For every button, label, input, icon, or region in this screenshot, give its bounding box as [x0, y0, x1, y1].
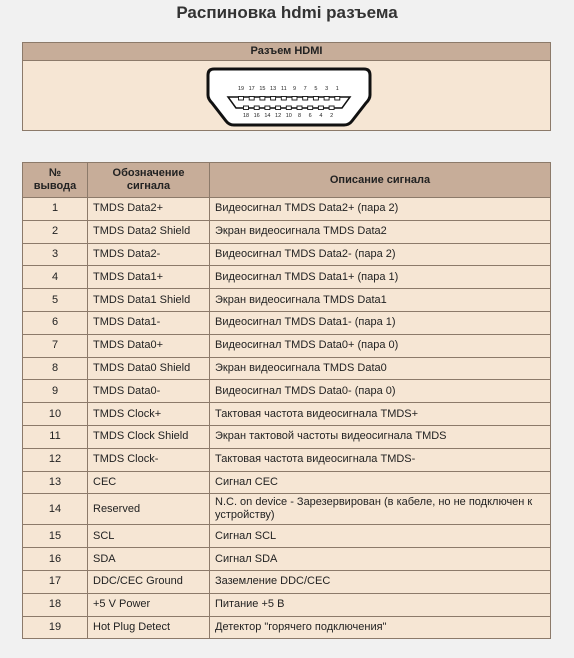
signal-name-cell: DDC/CEC Ground — [88, 570, 210, 593]
pin-number-cell: 7 — [23, 334, 88, 357]
hdmi-connector-diagram — [204, 65, 374, 129]
signal-name-cell: TMDS Data0- — [88, 380, 210, 403]
table-row — [23, 266, 551, 289]
signal-description-cell: Сигнал SDA — [210, 548, 551, 571]
pin-marker — [292, 97, 297, 101]
pin-number-cell: 6 — [23, 311, 88, 334]
signal-description-cell: Сигнал CEC — [210, 471, 551, 494]
signal-description-cell: Тактовая частота видеосигнала TMDS+ — [210, 403, 551, 426]
table-row — [23, 380, 551, 403]
pin-label-bottom_pins-8: 2 — [330, 113, 334, 119]
pin-number-cell: 15 — [23, 525, 88, 548]
signal-description-cell: Видеосигнал TMDS Data1+ (пара 1) — [210, 266, 551, 289]
signal-name-cell: TMDS Data0 Shield — [88, 357, 210, 380]
pin-number-cell: 9 — [23, 380, 88, 403]
signal-description-cell: Видеосигнал TMDS Data1- (пара 1) — [210, 311, 551, 334]
pin-number-cell: 1 — [23, 198, 88, 221]
pin-number-cell: 17 — [23, 570, 88, 593]
signal-description-cell: Заземление DDC/CEC — [210, 570, 551, 593]
table-row — [23, 403, 551, 426]
table-row — [23, 548, 551, 571]
signal-name-cell: TMDS Data1- — [88, 311, 210, 334]
table-row — [23, 448, 551, 471]
signal-name-cell: Reserved — [88, 494, 210, 525]
signal-name-cell: TMDS Clock Shield — [88, 425, 210, 448]
signal-description-cell: Питание +5 В — [210, 593, 551, 616]
signal-name-cell: TMDS Data2 Shield — [88, 220, 210, 243]
pin-label-top_pins-7: 5 — [314, 86, 318, 92]
pin-marker — [303, 97, 308, 101]
pin-label-top_pins-4: 11 — [280, 86, 287, 92]
table-row — [23, 243, 551, 266]
signal-name-cell: TMDS Data2+ — [88, 198, 210, 221]
pin-label-bottom_pins-5: 8 — [297, 113, 302, 119]
signal-description-cell: Тактовая частота видеосигнала TMDS- — [210, 448, 551, 471]
header-pin-number: № вывода — [23, 163, 88, 198]
pin-marker — [244, 106, 249, 110]
table-row — [23, 357, 551, 380]
pin-label-bottom_pins-6: 6 — [308, 113, 312, 119]
table-row — [23, 525, 551, 548]
pin-number-cell: 11 — [23, 425, 88, 448]
pin-label-top_pins-6: 7 — [303, 86, 307, 92]
pin-number-cell: 16 — [23, 548, 88, 571]
connector-header: Разъем HDMI — [23, 43, 550, 61]
signal-description-cell: Экран видеосигнала TMDS Data0 — [210, 357, 551, 380]
signal-description-cell: Детектор "горячего подключения" — [210, 616, 551, 639]
pin-marker — [297, 106, 302, 110]
pin-number-cell: 4 — [23, 266, 88, 289]
signal-description-cell: Экран видеосигнала TMDS Data2 — [210, 220, 551, 243]
pinout-table — [22, 162, 551, 639]
table-row — [23, 334, 551, 357]
table-row — [23, 494, 551, 525]
signal-description-cell: Экран тактовой частоты видеосигнала TMDS — [210, 425, 551, 448]
signal-name-cell: TMDS Data0+ — [88, 334, 210, 357]
table-row — [23, 570, 551, 593]
pin-number-cell: 12 — [23, 448, 88, 471]
pin-label-top_pins-3: 13 — [270, 86, 277, 92]
connector-panel — [22, 42, 551, 131]
page-title: Распиновка hdmi разъема — [176, 3, 398, 22]
table-row — [23, 198, 551, 221]
pin-marker — [260, 97, 265, 101]
header-signal-description: Описание сигнала — [210, 163, 551, 198]
signal-name-cell: SDA — [88, 548, 210, 571]
table-row — [23, 471, 551, 494]
pin-label-top_pins-0: 19 — [237, 86, 245, 92]
signal-name-cell: SCL — [88, 525, 210, 548]
table-row — [23, 311, 551, 334]
pin-number-cell: 2 — [23, 220, 88, 243]
pin-label-bottom_pins-0: 18 — [242, 113, 250, 119]
pin-label-top_pins-8: 3 — [325, 86, 329, 92]
pin-number-cell: 14 — [23, 494, 88, 525]
pin-marker — [239, 97, 244, 101]
pin-number-cell: 19 — [23, 616, 88, 639]
pin-marker — [329, 106, 334, 110]
pin-marker — [254, 106, 259, 110]
pin-label-top_pins-5: 9 — [292, 86, 297, 92]
signal-description-cell: Видеосигнал TMDS Data0+ (пара 0) — [210, 334, 551, 357]
signal-description-cell: Видеосигнал TMDS Data2- (пара 2) — [210, 243, 551, 266]
table-row — [23, 616, 551, 639]
pin-label-bottom_pins-3: 12 — [275, 113, 282, 119]
pin-marker — [276, 106, 281, 110]
table-row — [23, 425, 551, 448]
table-header-row — [23, 163, 551, 198]
header-signal-name: Обозначение сигнала — [88, 163, 210, 198]
pin-label-top_pins-2: 15 — [259, 86, 266, 92]
signal-name-cell: TMDS Clock+ — [88, 403, 210, 426]
pin-label-bottom_pins-7: 4 — [319, 113, 323, 119]
signal-description-cell: N.C. on device - Зарезервирован (в кабеле, но не подключен к устройству) — [210, 494, 551, 525]
pin-label-top_pins-9: 1 — [335, 86, 339, 92]
table-row — [23, 593, 551, 616]
signal-name-cell: TMDS Clock- — [88, 448, 210, 471]
table-row — [23, 289, 551, 312]
pin-label-bottom_pins-4: 10 — [285, 113, 292, 119]
pin-marker — [271, 97, 276, 101]
pin-label-top_pins-1: 17 — [248, 86, 255, 92]
pin-marker — [318, 106, 323, 110]
signal-description-cell: Видеосигнал TMDS Data0- (пара 0) — [210, 380, 551, 403]
signal-name-cell: Hot Plug Detect — [88, 616, 210, 639]
pin-number-cell: 5 — [23, 289, 88, 312]
pin-marker — [335, 97, 340, 101]
signal-name-cell: TMDS Data2- — [88, 243, 210, 266]
pin-number-cell: 3 — [23, 243, 88, 266]
table-row — [23, 220, 551, 243]
signal-name-cell: TMDS Data1+ — [88, 266, 210, 289]
pin-marker — [324, 97, 329, 101]
signal-description-cell: Сигнал SCL — [210, 525, 551, 548]
pin-number-cell: 10 — [23, 403, 88, 426]
pin-number-cell: 13 — [23, 471, 88, 494]
signal-name-cell: +5 V Power — [88, 593, 210, 616]
pin-marker — [286, 106, 291, 110]
pin-label-bottom_pins-2: 14 — [264, 113, 271, 119]
pin-marker — [265, 106, 270, 110]
pin-number-cell: 8 — [23, 357, 88, 380]
pin-marker — [308, 106, 313, 110]
pin-marker — [281, 97, 286, 101]
pin-marker — [249, 97, 254, 101]
signal-name-cell: CEC — [88, 471, 210, 494]
pin-number-cell: 18 — [23, 593, 88, 616]
signal-description-cell: Видеосигнал TMDS Data2+ (пара 2) — [210, 198, 551, 221]
signal-description-cell: Экран видеосигнала TMDS Data1 — [210, 289, 551, 312]
pin-label-bottom_pins-1: 16 — [253, 113, 260, 119]
signal-name-cell: TMDS Data1 Shield — [88, 289, 210, 312]
pin-marker — [313, 97, 318, 101]
